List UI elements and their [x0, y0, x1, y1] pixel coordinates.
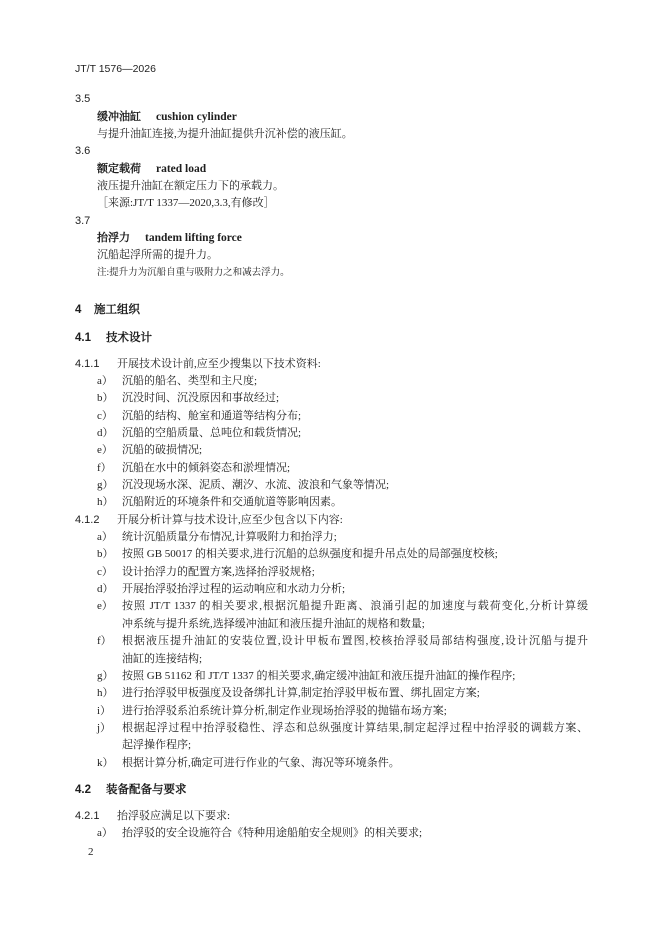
list-item-text: 沉没时间、沉没原因和事故经过; [122, 392, 280, 405]
clause-line [0, 512, 662, 529]
term-number-line [0, 91, 662, 108]
term-definition: 沉船起浮所需的提升力。 [97, 249, 218, 262]
term-name-line [0, 230, 662, 247]
list-item-text: 油缸的连接结构; [122, 652, 203, 665]
list-item [0, 390, 662, 407]
page-number: 2 [88, 845, 94, 858]
list-item-text: 起浮操作程序; [122, 739, 192, 752]
list-item [0, 529, 662, 546]
term-name [97, 230, 242, 247]
term-name-line [0, 109, 662, 126]
list-item-label: h） [97, 496, 114, 509]
term-name-zh: 抬浮力 [97, 232, 130, 245]
list-item-label: g） [97, 669, 114, 682]
section-number: 4.1 [75, 331, 91, 344]
list-item-text: 按照 JT/T 1337 的相关要求,根据沉船提升距离、浪涌引起的加速度与载荷变化,分析计算缓 [122, 600, 588, 613]
clause-line [0, 356, 662, 373]
list-item-text: 统计沉船质量分布情况,计算吸附力和抬浮力; [122, 531, 337, 544]
list-item [0, 703, 662, 720]
term-note: 注:提升力为沉船自重与吸附力之和减去浮力。 [97, 267, 290, 278]
term-note-line [0, 265, 662, 282]
list-item [0, 477, 662, 494]
list-item-text: 沉船的破损情况; [122, 444, 203, 457]
list-item [0, 564, 662, 581]
term-source: ［来源:JT/T 1337—2020,3.3,有修改］ [97, 197, 275, 210]
term-definition: 液压提升油缸在额定压力下的承载力。 [97, 180, 284, 192]
list-item-label: i） [97, 704, 112, 717]
list-item-label: a） [97, 531, 113, 544]
term-definition-line [0, 178, 662, 195]
term-name-line [0, 161, 662, 178]
clause-number: 4.1.2 [75, 513, 100, 526]
list-item-label: c） [97, 565, 113, 578]
section-title: 装备配备与要求 [106, 783, 187, 796]
list-item-text: 沉没现场水深、泥质、潮汐、水流、波浪和气象等情况; [122, 479, 390, 492]
clause-text: 抬浮驳应满足以下要求: [117, 809, 231, 822]
list-item-text: 按照 GB 50017 的相关要求,进行沉船的总纵强度和提升吊点处的局部强度校核; [122, 548, 498, 561]
list-item-label: j） [97, 721, 112, 734]
term-name [97, 161, 206, 178]
list-item-text: 进行抬浮驳系泊系统计算分析,制定作业现场抬浮驳的抛锚布场方案; [122, 704, 447, 717]
list-item [0, 720, 662, 737]
list-item-label: a） [97, 375, 113, 388]
term-definition: 与提升油缸连接,为提升油缸提供升沉补偿的液压缸。 [97, 127, 353, 140]
list-item-label: b） [97, 548, 114, 561]
list-item-label: e） [97, 600, 113, 613]
list-item-text: 冲系统与提升系统,选择缓冲油缸和液压提升油缸的规格和数量; [122, 617, 425, 630]
term-name-en: cushion cylinder [156, 110, 237, 123]
list-item [0, 633, 662, 650]
term-name-zh: 额定载荷 [97, 162, 141, 175]
list-item-text: 根据液压提升油缸的安装位置,设计甲板布置图,校核抬浮驳局部结构强度,设计沉船与提升 [122, 635, 588, 648]
list-item-label: k） [97, 756, 114, 769]
list-item [0, 460, 662, 477]
list-item [0, 494, 662, 511]
chapter-title: 施工组织 [94, 303, 140, 316]
chapter-heading [0, 302, 662, 319]
list-item [0, 668, 662, 685]
clause-text: 开展技术设计前,应至少搜集以下技术资料: [117, 357, 321, 370]
list-item-label: c） [97, 409, 113, 422]
term-number: 3.5 [75, 93, 91, 106]
section-heading [0, 782, 662, 799]
term-name-en: rated load [156, 162, 207, 175]
list-item [0, 408, 662, 425]
list-item-label: e） [97, 444, 113, 457]
list-item-text: 进行抬浮驳甲板强度及设备绑扎计算,制定抬浮驳甲板布置、绑扎固定方案; [122, 687, 480, 700]
list-item [0, 685, 662, 702]
list-item [0, 598, 662, 615]
list-item-text: 按照 GB 51162 和 JT/T 1337 的相关要求,确定缓冲油缸和液压提升油缸的操作程序; [122, 669, 516, 682]
list-item-text: 设计抬浮力的配置方案,选择抬浮驳规格; [122, 565, 315, 578]
list-item-continuation [0, 737, 662, 754]
list-item-text: 根据计算分析,确定可进行作业的气象、海况等环境条件。 [122, 756, 400, 769]
list-item [0, 825, 662, 842]
term-number-line [0, 213, 662, 230]
section-number: 4.2 [75, 783, 91, 796]
clause-number: 4.2.1 [75, 809, 100, 822]
term-definition-line [0, 126, 662, 143]
term-name-en: tandem lifting force [145, 232, 242, 245]
list-item [0, 755, 662, 772]
list-item-text: 沉船的船名、类型和主尺度; [122, 375, 258, 388]
list-item-label: f） [97, 461, 112, 474]
list-item-continuation [0, 651, 662, 668]
list-item-text: 沉船附近的环境条件和交通航道等影响因素。 [122, 496, 342, 509]
term-source-line [0, 195, 662, 212]
list-item-text: 抬浮驳的安全设施符合《特种用途船舶安全规则》的相关要求; [122, 826, 423, 839]
list-item-label: b） [97, 392, 114, 405]
page-footer [0, 844, 662, 861]
running-header [0, 61, 662, 78]
list-item-label: d） [97, 427, 114, 440]
term-number-line [0, 143, 662, 160]
list-item-label: h） [97, 687, 114, 700]
page-content [0, 61, 662, 861]
standard-code: JT/T 1576—2026 [75, 63, 156, 76]
list-item-label: f） [97, 635, 112, 648]
term-number: 3.6 [75, 145, 91, 158]
term-name [97, 109, 237, 126]
clause-text: 开展分析计算与技术设计,应至少包含以下内容: [117, 513, 343, 526]
list-item-text: 沉船的结构、舱室和通道等结构分布; [122, 409, 302, 422]
list-item-text: 沉船在水中的倾斜姿态和淤埋情况; [122, 461, 291, 474]
clause-number: 4.1.1 [75, 357, 100, 370]
list-item [0, 546, 662, 563]
list-item-text: 沉船的空船质量、总吨位和载货情况; [122, 427, 302, 440]
list-item [0, 581, 662, 598]
list-item-text: 根据起浮过程中抬浮驳稳性、浮态和总纵强度计算结果,制定起浮过程中抬浮驳的调载方案、 [122, 721, 588, 734]
clause-line [0, 808, 662, 825]
section-heading [0, 330, 662, 347]
list-item-label: d） [97, 583, 114, 596]
term-name-zh: 缓冲油缸 [97, 110, 141, 123]
list-item-label: g） [97, 479, 114, 492]
list-item-text: 开展抬浮驳抬浮过程的运动响应和水动力分析; [122, 583, 346, 596]
list-item [0, 425, 662, 442]
section-title: 技术设计 [106, 331, 152, 344]
list-item [0, 373, 662, 390]
list-item-continuation [0, 616, 662, 633]
term-definition-line [0, 247, 662, 264]
chapter-number: 4 [75, 303, 82, 316]
term-number: 3.7 [75, 214, 91, 227]
list-item [0, 442, 662, 459]
list-item-label: a） [97, 826, 113, 839]
